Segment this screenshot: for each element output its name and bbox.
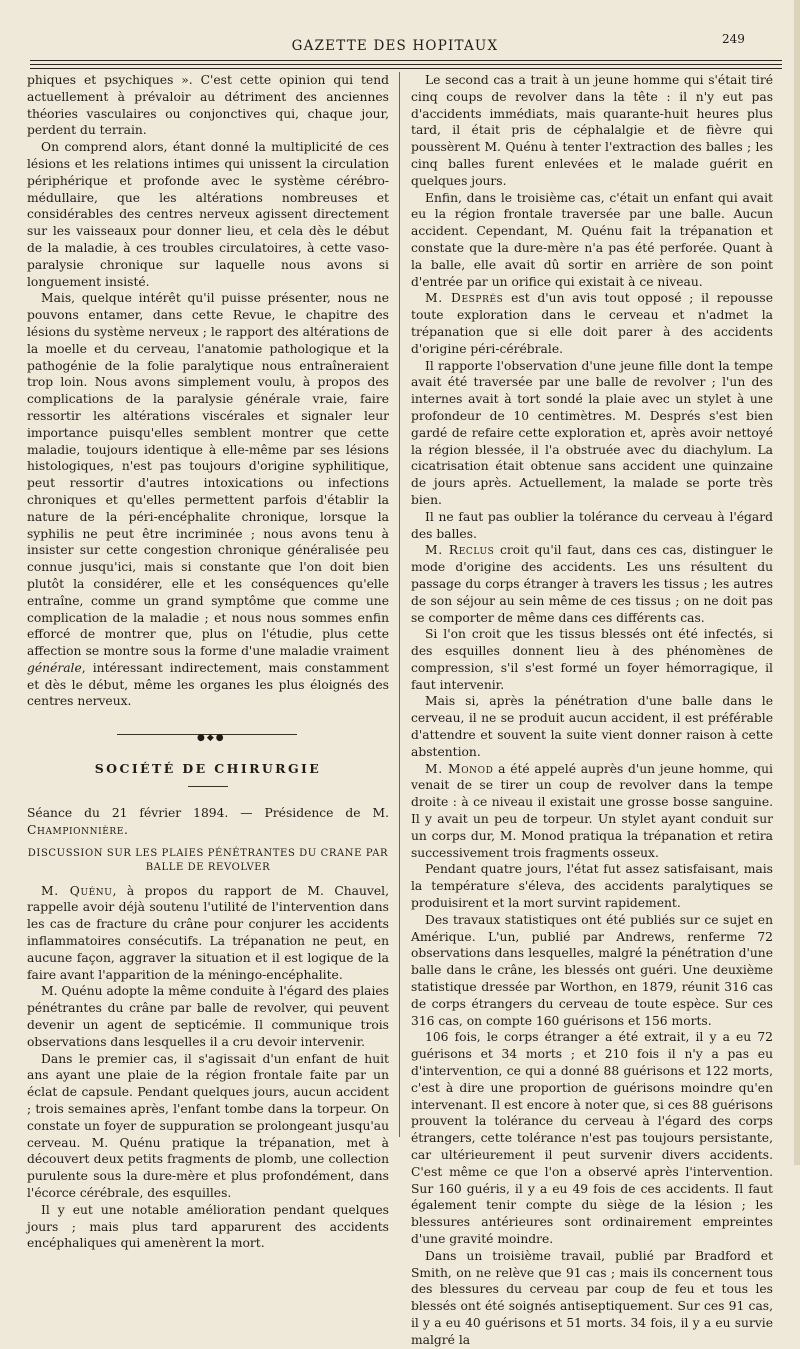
text-run: , à propos du rapport de M. Chauvel, rappelle avoir déjà soutenu l'utilité de l'intervention dans les cas de fracture du crâne pour conjurer les accidents inflammatoires consécutifs. La trépanation ne peut, en aucune façon, aggraver la situation et il est logique de la faire avant l'apparition de la méningo-encéphalite. (27, 883, 389, 982)
text-run: , intéressant indirectement, mais constamment et dès le début, même les organes les plus éloignés des centres nerveux. (27, 660, 389, 709)
section-title: SOCIÉTÉ DE CHIRURGIE (94, 761, 322, 777)
discussion-title: DISCUSSION SUR LES PLAIES PÉNÉTRANTES DU CRANE PAR BALLE DE REVOLVER (27, 847, 389, 873)
paragraph: Enfin, dans le troisième cas, c'était un enfant qui avait eu la région frontale traversée par une balle. Aucun accident. Cependant, M. Quénu fait la trépanation et constate que la dure-mère n'a pas été perforée. Quant à la balle, elle avait dû sortir en arrière de son point d'entrée par un orifice qui existait à ce niveau. (411, 190, 773, 289)
paragraph: 106 fois, le corps étranger a été extrait, il y a eu 72 guérisons et 34 morts ; et 210 fois il n'y a pas eu d'intervention, ce qui a donné 88 guérisons et 122 morts, c'est à dire une proportion de guérisons moindre qu'en intervenant. Il est encore à noter que, si ces 88 guérisons prouvent la tolérance du cerveau à l'égard des corps étrangers, cette tolérance n'est pas toujours persistante, car ultérieurement il peut survenir divers accidents. C'est même ce que l'on a observé après l'intervention. Sur 160 guéris, il y a eu 49 fois de ces accidents. Il faut également tenir compte du siège de la lésion ; les blessures antérieures sont ordinairement empreintes d'une gravité moindre. (411, 1030, 773, 1246)
paragraph (27, 883, 389, 984)
paragraph: M. Quénu adopte la même conduite à l'égard des plaies pénétrantes du crâne par balle de revolver, qui peuvent devenir un agent de septicémie. Il communique trois observations dans lesquelles il a cru devoir intervenir. (27, 984, 389, 1049)
paragraph: Des travaux statistiques ont été publiés sur ce sujet en Amérique. L'un, publié par Andrews, renferme 72 observations dans lesquelles, malgré la pénétration d'une balle dans le crâne, les blessés ont guéri. Une deuxième statistique dressée par Worthon, en 1879, réunit 316 cas de corps étrangers du cerveau de toute espèce. Sur ces 316 cas, on compte 160 guérisons et 156 morts. (411, 912, 773, 1028)
paragraph: phiques et psychiques ». C'est cette opinion qui tend actuellement à prévaloir au détriment des anciennes théories vasculaires ou conjonctives qui, chaque jour, perdent du terrain. (27, 73, 389, 138)
section-rule (188, 786, 228, 787)
section-ornament (27, 730, 389, 744)
paragraph: Si l'on croit que les tissus blessés ont été infectés, si des esquilles donnent lieu à des phénomènes de compression, s'il s'est formé un foyer hémorragique, il faut intervenir. (411, 627, 773, 692)
president-name: Championnière (27, 822, 124, 837)
paragraph: Dans un troisième travail, publié par Bradford et Smith, on ne relève que 91 cas ; mais ils concernent tous des blessures du cerveau par coup de feu et tous les blessés ont été soignés antiseptiquement. Sur ces 91 cas, il y a eu 40 guérisons et 51 morts. 34 fois, il y a eu survie malgré la (411, 1248, 773, 1347)
column-divider (399, 72, 400, 1137)
speaker-name: M. Reclus (425, 543, 495, 558)
left-column (27, 72, 389, 1252)
paragraph (411, 761, 773, 862)
page-edge (794, 0, 800, 1165)
session-line (27, 805, 389, 839)
paragraph: Pendant quatre jours, l'état fut assez satisfaisant, mais la température s'éleva, des accidents paralytiques se produisirent et la mort survint rapidement. (411, 862, 773, 911)
paragraph: Il rapporte l'observation d'une jeune fille dont la tempe avait été traversée par une balle de revolver ; l'un des internes avait à tort sondé la plaie avec un stylet à une profondeur de 10 centimètres. M. Després s'est bien gardé de refaire cette exploration et, après avoir nettoyé la région blessée, il l'a obstruée avec du diachylum. La cicatrisation était obtenue sans accident une quinzaine de jours après. Actuellement, la malade se porte très bien. (411, 358, 773, 507)
paragraph: Il y eut une notable amélioration pendant quelques jours ; mais plus tard apparurent des accidents encéphaliques qui amenèrent la mort. (27, 1202, 389, 1251)
paragraph: On comprend alors, étant donné la multiplicité de ces lésions et les relations intimes qui unissent la circulation périphérique et profonde avec le système cérébro-médullaire, que les altérations nombreuses et considérables des centres nerveux agissent directement sur les vaisseaux pour donner lieu, et cela dès le début de la maladie, à ces troubles circulatoires, à cette vaso-paralysie chronique sur laquelle nous avons si longuement insisté. (27, 140, 389, 289)
paragraph: Il ne faut pas oublier la tolérance du cerveau à l'égard des balles. (411, 509, 773, 541)
speaker-name: M. Quénu (41, 883, 113, 898)
page-number: 249 (722, 32, 745, 46)
paragraph (411, 290, 773, 357)
speaker-name: M. Després (425, 291, 504, 306)
running-header: GAZETTE DES HOPITAUX (291, 38, 499, 54)
paragraph (27, 290, 389, 710)
header-rule-thin (30, 64, 782, 65)
paragraph: Dans le premier cas, il s'agissait d'un enfant de huit ans ayant une plaie de la région frontale faite par un éclat de capsule. Pendant quelques jours, aucun accident ; trois semaines après, l'enfant tombe dans la torpeur. On constate un foyer de suppuration se prolongeant jusqu'au cerveau. M. Quénu pratique la trépanation, met à découvert deux petits fragments de plomb, une collection purulente sous la dure-mère et plus profondément, dans l'écorce cérébrale, des esquilles. (27, 1051, 389, 1201)
text-run: croit qu'il faut, dans ces cas, distinguer le mode d'origine des accidents. Les uns résultent du passage du corps étranger à travers les tissus ; les autres de son séjour au sein même de ces tissus ; on ne doit pas se comporter de même dans ces différents cas. (411, 543, 773, 625)
paragraph: Le second cas a trait à un jeune homme qui s'était tiré cinq coups de revolver dans la tête : il n'y eut pas d'accidents immédiats, mais quarante-huit heures plus tard, il était pris de céphalalgie et de fièvre qui poussèrent M. Quénu à tenter l'extraction des balles ; les cinq balles furent enlevées et le malade guérit en quelques jours. (411, 73, 773, 188)
ornament-glyph: ●◆● (197, 733, 226, 744)
header-rule-thin-2 (30, 68, 782, 69)
text-run: a été appelé auprès d'un jeune homme, qui venait de se tirer un coup de revolver dans la tempe droite : à ce niveau il existait une grosse bosse sanguine. Il y avait un peu de torpeur. Un stylet ayant conduit sur un corps dur, M. Monod pratiqua la trépanation et retira successivement trois fragments osseux. (411, 761, 773, 860)
paragraph (411, 542, 773, 626)
paragraph: Mais si, après la pénétration d'une balle dans le cerveau, il ne se produit aucun accident, il est préférable d'attendre et souvent la suite vient donner raison à cette abstention. (411, 694, 773, 759)
text-run: Mais, quelque intérêt qu'il puisse présenter, nous ne pouvons entamer, dans cette Revue, le chapitre des lésions du système nerveux ; le rapport des altérations de la moelle et du cerveau, l'anatomie pathologique et la pathogénie de la folie paralytique nous entraîneraient trop loin. Nous avons simplement voulu, à propos des complications de la paralysie générale vraie, faire ressortir les altérations viscérales et signaler leur importance puisqu'elles semblent montrer que cette maladie, toujours identique à elle-même par ses lésions histologiques, n'est pas toujours d'origine syphilitique, peut ressortir d'autres intoxications ou infections chroniques et qu'elles permettent parfois d'établir la nature de la péri-encéphalite chronique, lorsque la syphilis ne peut être incriminée ; nous avons tenu à insister sur cette congestion chronique généralisée peu connue jusqu'ici, mais si constante que l'on doit bien plutôt la considérer, elle et les conséquences qu'elle entraîne, comme un grand symptôme que comme une complication de la maladie ; et nous nous sommes enfin efforcé de montrer que, plus on l'étudie, plus cette affection se montre sous la forme d'une maladie vraiment (27, 291, 389, 659)
text-run: est d'un avis tout opposé ; il repousse toute exploration dans le cerveau et n'admet la trépanation que si elle doit parer à des accidents d'origine péri-cérébrale. (411, 291, 774, 356)
italic-word: générale (27, 660, 82, 675)
text-run: Séance du 21 février 1894. — Présidence de M. (27, 806, 389, 821)
right-column (411, 72, 773, 1349)
header-rule (30, 60, 782, 61)
speaker-name: M. Monod (425, 761, 494, 776)
text-run: . (123, 822, 128, 837)
